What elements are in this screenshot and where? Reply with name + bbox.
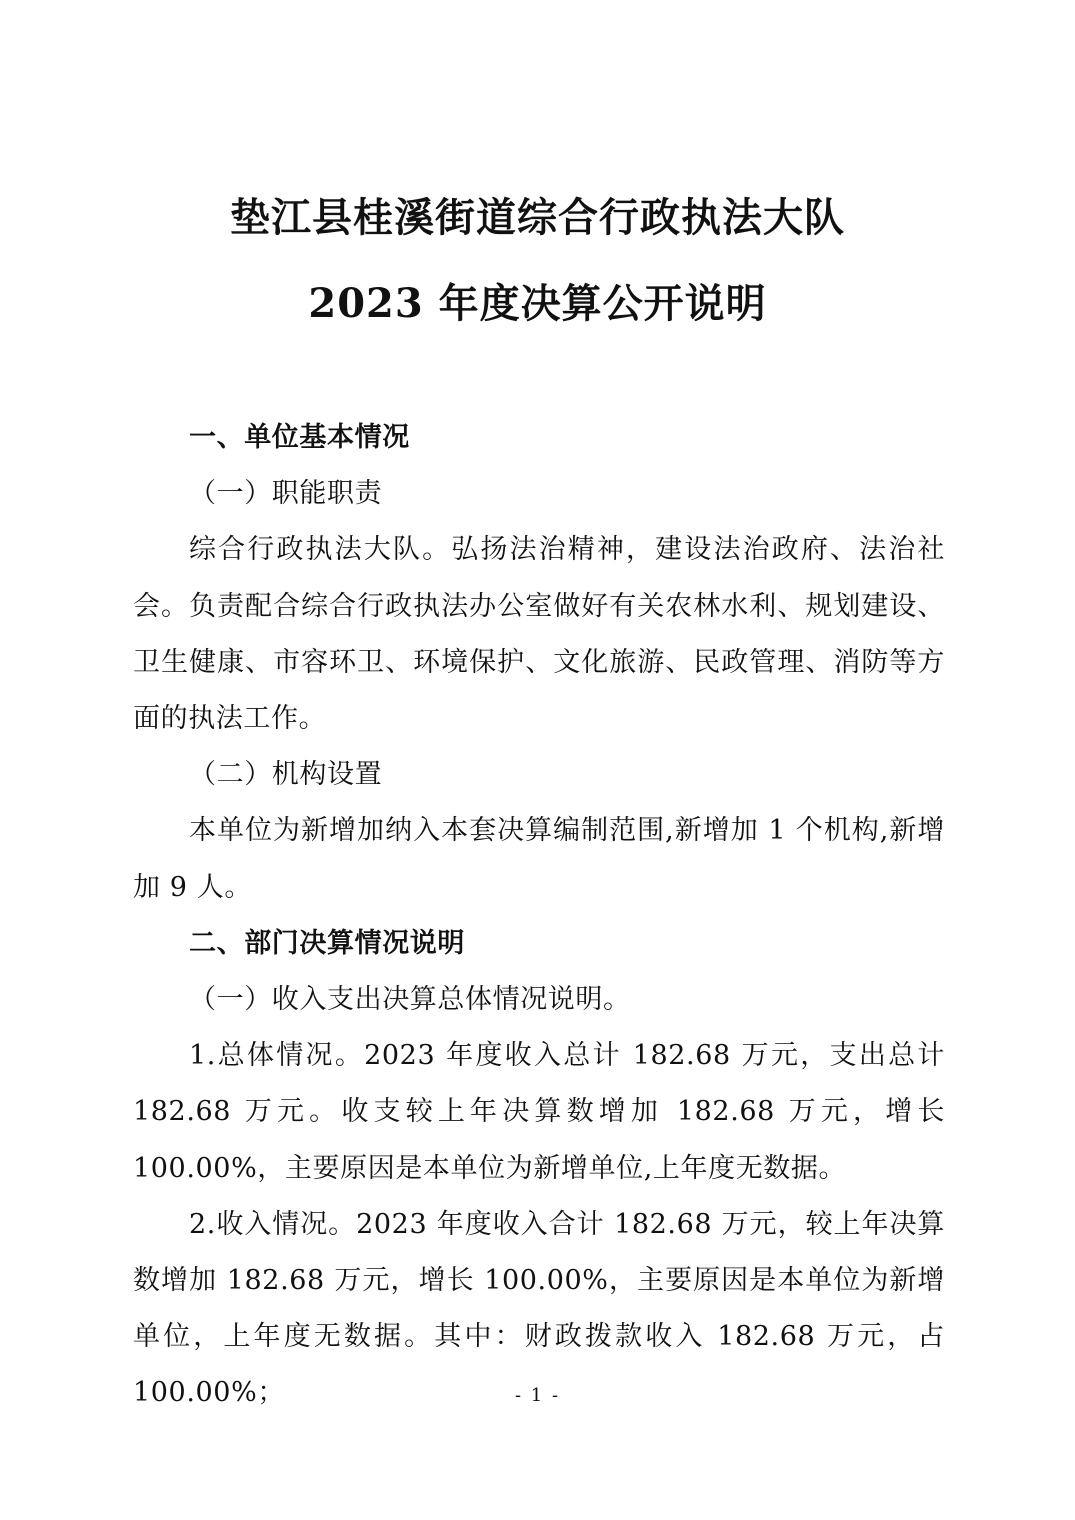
document-body	[133, 410, 945, 1422]
document-title-line-1: 垫江县桂溪街道综合行政执法大队	[230, 194, 845, 241]
body-paragraph: 综合行政执法大队。弘扬法治精神，建设法治政府、法治社会。负责配合综合行政执法办公室做好有关农林水利、规划建设、卫生健康、市容环卫、环境保护、文化旅游、民政管理、消防等方面的执法工作。	[133, 534, 945, 735]
document-title-line-2: 2023 年度决算公开说明	[308, 280, 767, 327]
body-paragraph: 本单位为新增加纳入本套决算编制范围,新增加 1 个机构,新增加 9 人。	[133, 815, 945, 903]
page-number: - 1 -	[514, 1385, 561, 1406]
subsection-heading: （一）职能职责	[189, 478, 383, 510]
section-heading: 一、单位基本情况	[189, 422, 410, 453]
section-heading: 二、部门决算情况说明	[189, 927, 465, 959]
body-paragraph: 2.收入情况。2023 年度收入合计 182.68 万元，较上年决算数增加 182.68 万元，增长 100.00%，主要原因是本单位为新增单位，上年度无数据。其中：财政拨款收入 182.68 万元，占 100.00%；	[133, 1208, 945, 1409]
subsection-heading: （二）机构设置	[189, 759, 383, 791]
subsection-heading: （一）收入支出决算总体情况说明。	[189, 984, 631, 1016]
body-paragraph: 1.总体情况。2023 年度收入总计 182.68 万元，支出总计 182.68 万元。收支较上年决算数增加 182.68 万元，增长 100.00%，主要原因是本单位为新增单位,上年度无数据。	[133, 1040, 945, 1184]
